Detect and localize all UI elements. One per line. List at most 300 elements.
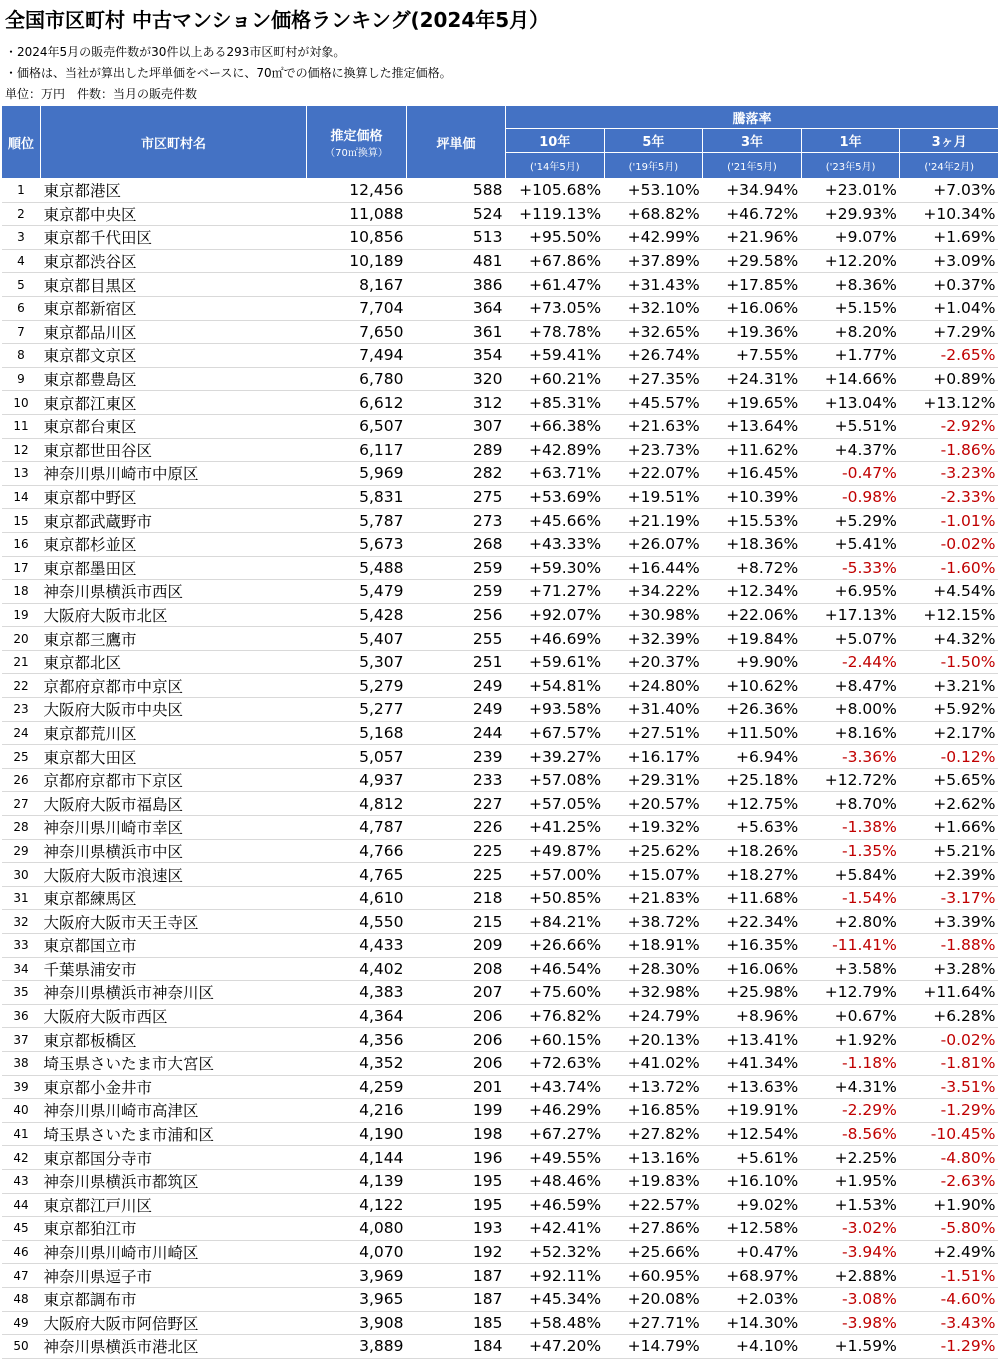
table-row [2,650,999,674]
cell-change-10y: +60.15% [506,1028,605,1052]
cell-change-5y: +16.85% [604,1099,703,1123]
cell-tsubo-price: 195 [407,1169,506,1193]
cell-change-5y: +42.99% [604,226,703,250]
cell-change-10y: +85.31% [506,391,605,415]
table-row [2,981,999,1005]
cell-change-3m: -5.80% [900,1217,999,1241]
cell-change-1y: +12.79% [801,981,900,1005]
header-1y: 1年 [801,129,900,153]
header-name: 市区町村名 [41,106,307,179]
cell-change-10y: +67.57% [506,721,605,745]
cell-change-5y: +34.22% [604,580,703,604]
cell-price: 4,383 [307,981,407,1005]
cell-change-1y: +17.13% [801,603,900,627]
cell-municipality: 大阪府大阪市福島区 [41,792,307,816]
cell-tsubo-price: 209 [407,934,506,958]
header-3m: 3ヶ月 [900,129,999,153]
cell-change-5y: +20.37% [604,650,703,674]
cell-price: 5,787 [307,509,407,533]
cell-change-10y: +46.59% [506,1193,605,1217]
cell-change-1y: -1.38% [801,816,900,840]
table-row [2,721,999,745]
cell-rank: 42 [2,1146,41,1170]
cell-price: 5,969 [307,462,407,486]
cell-change-3m: -3.17% [900,886,999,910]
cell-change-1y: +5.29% [801,509,900,533]
cell-change-3y: +15.53% [703,509,802,533]
cell-change-3m: +0.37% [900,273,999,297]
cell-tsubo-price: 199 [407,1099,506,1123]
cell-change-3m: +1.90% [900,1193,999,1217]
cell-rank: 38 [2,1051,41,1075]
cell-change-3m: -3.23% [900,462,999,486]
cell-rank: 29 [2,839,41,863]
cell-change-3m: +3.39% [900,910,999,934]
cell-change-5y: +27.71% [604,1311,703,1335]
cell-change-10y: +58.48% [506,1311,605,1335]
cell-tsubo-price: 273 [407,509,506,533]
cell-change-3m: +11.64% [900,981,999,1005]
note-price: ・価格は、当社が算出した坪単価をベースに、70㎡での価格に換算した推定価格。 [5,66,452,80]
cell-change-3m: -0.02% [900,532,999,556]
table-row [2,1028,999,1052]
cell-change-1y: +4.31% [801,1075,900,1099]
cell-change-5y: +25.62% [604,839,703,863]
cell-change-5y: +13.72% [604,1075,703,1099]
cell-change-5y: +16.17% [604,745,703,769]
cell-change-10y: +67.27% [506,1122,605,1146]
cell-change-10y: +59.41% [506,344,605,368]
cell-change-10y: +61.47% [506,273,605,297]
table-row [2,226,999,250]
cell-rank: 1 [2,179,41,203]
cell-change-5y: +26.07% [604,532,703,556]
cell-rank: 4 [2,249,41,273]
cell-change-3y: +9.90% [703,650,802,674]
cell-change-10y: +78.78% [506,320,605,344]
cell-change-3m: +7.29% [900,320,999,344]
cell-change-5y: +68.82% [604,202,703,226]
cell-change-3y: +24.31% [703,367,802,391]
cell-municipality: 東京都荒川区 [41,721,307,745]
header-3m-sub: ('24年2月) [900,153,999,179]
cell-price: 5,488 [307,556,407,580]
cell-rank: 44 [2,1193,41,1217]
note-target: ・2024年5月の販売件数が30件以上ある293市区町村が対象。 [5,45,346,59]
header-5y: 5年 [604,129,703,153]
cell-change-5y: +22.07% [604,462,703,486]
cell-change-3m: +6.28% [900,1004,999,1028]
cell-rank: 15 [2,509,41,533]
cell-tsubo-price: 206 [407,1004,506,1028]
cell-change-10y: +63.71% [506,462,605,486]
table-row [2,627,999,651]
cell-rank: 48 [2,1287,41,1311]
cell-change-5y: +41.02% [604,1051,703,1075]
cell-price: 5,168 [307,721,407,745]
cell-change-5y: +27.35% [604,367,703,391]
cell-tsubo-price: 481 [407,249,506,273]
cell-change-5y: +28.30% [604,957,703,981]
cell-price: 4,070 [307,1240,407,1264]
cell-tsubo-price: 256 [407,603,506,627]
cell-tsubo-price: 524 [407,202,506,226]
cell-change-1y: +5.51% [801,414,900,438]
cell-rank: 14 [2,485,41,509]
cell-change-10y: +92.07% [506,603,605,627]
cell-change-10y: +43.74% [506,1075,605,1099]
cell-municipality: 東京都世田谷区 [41,438,307,462]
cell-change-10y: +57.08% [506,768,605,792]
cell-change-10y: +60.21% [506,367,605,391]
cell-municipality: 大阪府大阪市天王寺区 [41,910,307,934]
cell-change-3y: +13.63% [703,1075,802,1099]
cell-change-3m: -4.60% [900,1287,999,1311]
cell-municipality: 東京都品川区 [41,320,307,344]
cell-change-5y: +20.08% [604,1287,703,1311]
cell-change-10y: +92.11% [506,1264,605,1288]
cell-change-10y: +45.66% [506,509,605,533]
table-row [2,792,999,816]
cell-rank: 34 [2,957,41,981]
cell-change-5y: +14.79% [604,1335,703,1359]
table-row [2,1169,999,1193]
table-row [2,414,999,438]
cell-change-10y: +46.54% [506,957,605,981]
cell-rank: 22 [2,674,41,698]
table-row [2,816,999,840]
cell-change-5y: +13.16% [604,1146,703,1170]
table-row [2,485,999,509]
cell-price: 6,612 [307,391,407,415]
cell-change-10y: +84.21% [506,910,605,934]
cell-change-5y: +15.07% [604,863,703,887]
cell-change-10y: +54.81% [506,674,605,698]
table-row [2,462,999,486]
cell-tsubo-price: 588 [407,179,506,203]
cell-price: 3,908 [307,1311,407,1335]
cell-tsubo-price: 206 [407,1051,506,1075]
cell-change-3y: +16.06% [703,296,802,320]
cell-change-3y: +19.84% [703,627,802,651]
cell-tsubo-price: 244 [407,721,506,745]
cell-tsubo-price: 226 [407,816,506,840]
cell-change-1y: +12.20% [801,249,900,273]
cell-change-3y: +19.65% [703,391,802,415]
cell-change-10y: +26.66% [506,934,605,958]
cell-change-1y: +5.41% [801,532,900,556]
cell-change-1y: +0.67% [801,1004,900,1028]
cell-price: 4,433 [307,934,407,958]
cell-tsubo-price: 187 [407,1287,506,1311]
cell-municipality: 東京都墨田区 [41,556,307,580]
cell-change-3y: +25.18% [703,768,802,792]
cell-municipality: 東京都杉並区 [41,532,307,556]
cell-municipality: 東京都調布市 [41,1287,307,1311]
cell-change-3m: -1.88% [900,934,999,958]
cell-change-1y: -1.18% [801,1051,900,1075]
cell-change-1y: +2.80% [801,910,900,934]
cell-price: 4,216 [307,1099,407,1123]
table-row [2,580,999,604]
cell-change-3y: +2.03% [703,1287,802,1311]
cell-change-3y: +8.72% [703,556,802,580]
cell-tsubo-price: 354 [407,344,506,368]
cell-rank: 28 [2,816,41,840]
cell-price: 12,456 [307,179,407,203]
cell-price: 4,144 [307,1146,407,1170]
cell-tsubo-price: 208 [407,957,506,981]
cell-change-1y: +8.00% [801,698,900,722]
cell-change-5y: +27.86% [604,1217,703,1241]
cell-price: 10,189 [307,249,407,273]
cell-price: 4,937 [307,768,407,792]
cell-change-1y: -2.29% [801,1099,900,1123]
cell-change-10y: +66.38% [506,414,605,438]
cell-price: 4,080 [307,1217,407,1241]
cell-change-3m: +2.49% [900,1240,999,1264]
cell-change-5y: +19.83% [604,1169,703,1193]
cell-change-1y: -11.41% [801,934,900,958]
cell-price: 4,364 [307,1004,407,1028]
cell-change-3m: +4.32% [900,627,999,651]
cell-change-3m: -3.43% [900,1311,999,1335]
cell-change-3y: +7.55% [703,344,802,368]
cell-municipality: 東京都板橋区 [41,1028,307,1052]
cell-change-5y: +23.73% [604,438,703,462]
table-row [2,344,999,368]
cell-tsubo-price: 193 [407,1217,506,1241]
cell-rank: 27 [2,792,41,816]
cell-change-1y: -5.33% [801,556,900,580]
cell-change-3y: +29.58% [703,249,802,273]
cell-change-1y: +1.92% [801,1028,900,1052]
cell-rank: 36 [2,1004,41,1028]
table-row [2,273,999,297]
cell-price: 3,965 [307,1287,407,1311]
cell-rank: 31 [2,886,41,910]
cell-change-5y: +31.43% [604,273,703,297]
header-price [307,106,407,179]
cell-rank: 11 [2,414,41,438]
cell-rank: 19 [2,603,41,627]
table-row [2,320,999,344]
cell-change-3y: +16.06% [703,957,802,981]
cell-change-1y: +9.07% [801,226,900,250]
cell-municipality: 京都府京都市下京区 [41,768,307,792]
cell-municipality: 京都府京都市中京区 [41,674,307,698]
cell-change-5y: +32.39% [604,627,703,651]
cell-change-1y: +5.84% [801,863,900,887]
cell-rank: 8 [2,344,41,368]
header-10y: 10年 [506,129,605,153]
cell-change-3m: +5.21% [900,839,999,863]
cell-change-1y: +23.01% [801,179,900,203]
cell-price: 7,704 [307,296,407,320]
cell-change-3m: -1.81% [900,1051,999,1075]
cell-change-3m: -0.02% [900,1028,999,1052]
cell-change-10y: +95.50% [506,226,605,250]
cell-change-3y: +22.34% [703,910,802,934]
cell-change-1y: +12.72% [801,768,900,792]
cell-change-3y: +5.61% [703,1146,802,1170]
cell-price: 4,812 [307,792,407,816]
cell-change-3m: +5.92% [900,698,999,722]
cell-change-3y: +13.64% [703,414,802,438]
cell-change-3y: +25.98% [703,981,802,1005]
cell-change-1y: -1.54% [801,886,900,910]
cell-change-1y: +13.04% [801,391,900,415]
cell-rank: 2 [2,202,41,226]
cell-change-3m: -1.29% [900,1335,999,1359]
cell-municipality: 東京都狛江市 [41,1217,307,1241]
cell-municipality: 大阪府大阪市浪速区 [41,863,307,887]
cell-price: 4,787 [307,816,407,840]
cell-municipality: 東京都国立市 [41,934,307,958]
header-rank: 順位 [2,106,41,179]
cell-price: 7,494 [307,344,407,368]
cell-rank: 18 [2,580,41,604]
ranking-table [1,105,999,1359]
table-row [2,1099,999,1123]
cell-change-3y: +17.85% [703,273,802,297]
cell-change-10y: +73.05% [506,296,605,320]
cell-change-3m: -1.51% [900,1264,999,1288]
table-row [2,745,999,769]
cell-change-5y: +19.51% [604,485,703,509]
cell-change-3y: +16.10% [703,1169,802,1193]
cell-tsubo-price: 184 [407,1335,506,1359]
cell-rank: 7 [2,320,41,344]
cell-tsubo-price: 268 [407,532,506,556]
cell-change-3y: +26.36% [703,698,802,722]
cell-municipality: 東京都江東区 [41,391,307,415]
cell-price: 4,402 [307,957,407,981]
cell-municipality: 神奈川県川崎市川崎区 [41,1240,307,1264]
header-3y-sub: ('21年5月) [703,153,802,179]
cell-change-5y: +16.44% [604,556,703,580]
cell-rank: 45 [2,1217,41,1241]
cell-change-5y: +60.95% [604,1264,703,1288]
header-1y-sub: ('23年5月) [801,153,900,179]
cell-tsubo-price: 187 [407,1264,506,1288]
cell-rank: 5 [2,273,41,297]
cell-tsubo-price: 320 [407,367,506,391]
cell-change-3y: +18.26% [703,839,802,863]
cell-change-3m: +1.04% [900,296,999,320]
cell-rank: 6 [2,296,41,320]
cell-change-10y: +71.27% [506,580,605,604]
cell-tsubo-price: 207 [407,981,506,1005]
cell-tsubo-price: 312 [407,391,506,415]
cell-tsubo-price: 289 [407,438,506,462]
cell-change-3y: +5.63% [703,816,802,840]
table-row [2,957,999,981]
table-row [2,1122,999,1146]
cell-tsubo-price: 255 [407,627,506,651]
cell-change-5y: +22.57% [604,1193,703,1217]
cell-change-10y: +59.61% [506,650,605,674]
cell-change-5y: +27.82% [604,1122,703,1146]
cell-tsubo-price: 206 [407,1028,506,1052]
table-row [2,509,999,533]
cell-change-3y: +19.36% [703,320,802,344]
cell-change-10y: +105.68% [506,179,605,203]
cell-change-3m: -2.65% [900,344,999,368]
cell-change-1y: +1.95% [801,1169,900,1193]
cell-municipality: 東京都渋谷区 [41,249,307,273]
cell-rank: 33 [2,934,41,958]
cell-municipality: 神奈川県逗子市 [41,1264,307,1288]
cell-change-5y: +53.10% [604,179,703,203]
cell-change-3m: +2.17% [900,721,999,745]
cell-change-3m: +1.69% [900,226,999,250]
cell-change-3y: +46.72% [703,202,802,226]
cell-change-1y: +1.53% [801,1193,900,1217]
cell-change-1y: +6.95% [801,580,900,604]
cell-tsubo-price: 225 [407,863,506,887]
cell-change-3y: +12.34% [703,580,802,604]
cell-price: 5,407 [307,627,407,651]
cell-tsubo-price: 195 [407,1193,506,1217]
cell-change-3y: +41.34% [703,1051,802,1075]
cell-price: 5,673 [307,532,407,556]
cell-change-3m: +4.54% [900,580,999,604]
cell-change-3y: +11.68% [703,886,802,910]
cell-change-5y: +26.74% [604,344,703,368]
cell-rank: 35 [2,981,41,1005]
cell-municipality: 神奈川県川崎市中原区 [41,462,307,486]
cell-tsubo-price: 282 [407,462,506,486]
cell-tsubo-price: 239 [407,745,506,769]
table-row [2,1311,999,1335]
cell-municipality: 神奈川県川崎市高津区 [41,1099,307,1123]
cell-change-1y: +4.37% [801,438,900,462]
header-3y: 3年 [703,129,802,153]
cell-price: 6,780 [307,367,407,391]
table-row [2,886,999,910]
cell-change-1y: +8.47% [801,674,900,698]
cell-change-5y: +30.98% [604,603,703,627]
cell-change-10y: +41.25% [506,816,605,840]
cell-tsubo-price: 259 [407,580,506,604]
cell-change-3m: -3.51% [900,1075,999,1099]
header-change: 騰落率 [506,106,999,129]
cell-tsubo-price: 225 [407,839,506,863]
cell-municipality: 埼玉県さいたま市大宮区 [41,1051,307,1075]
cell-change-10y: +47.20% [506,1335,605,1359]
cell-rank: 26 [2,768,41,792]
cell-municipality: 東京都北区 [41,650,307,674]
cell-municipality: 神奈川県横浜市中区 [41,839,307,863]
cell-change-10y: +46.29% [506,1099,605,1123]
table-row [2,367,999,391]
cell-change-10y: +57.05% [506,792,605,816]
cell-change-5y: +19.32% [604,816,703,840]
cell-municipality: 東京都新宿区 [41,296,307,320]
cell-rank: 25 [2,745,41,769]
cell-municipality: 東京都武蔵野市 [41,509,307,533]
cell-rank: 49 [2,1311,41,1335]
cell-change-10y: +50.85% [506,886,605,910]
cell-change-5y: +31.40% [604,698,703,722]
cell-price: 5,277 [307,698,407,722]
cell-rank: 10 [2,391,41,415]
cell-change-3y: +16.45% [703,462,802,486]
table-row [2,391,999,415]
cell-change-5y: +37.89% [604,249,703,273]
cell-change-5y: +25.66% [604,1240,703,1264]
